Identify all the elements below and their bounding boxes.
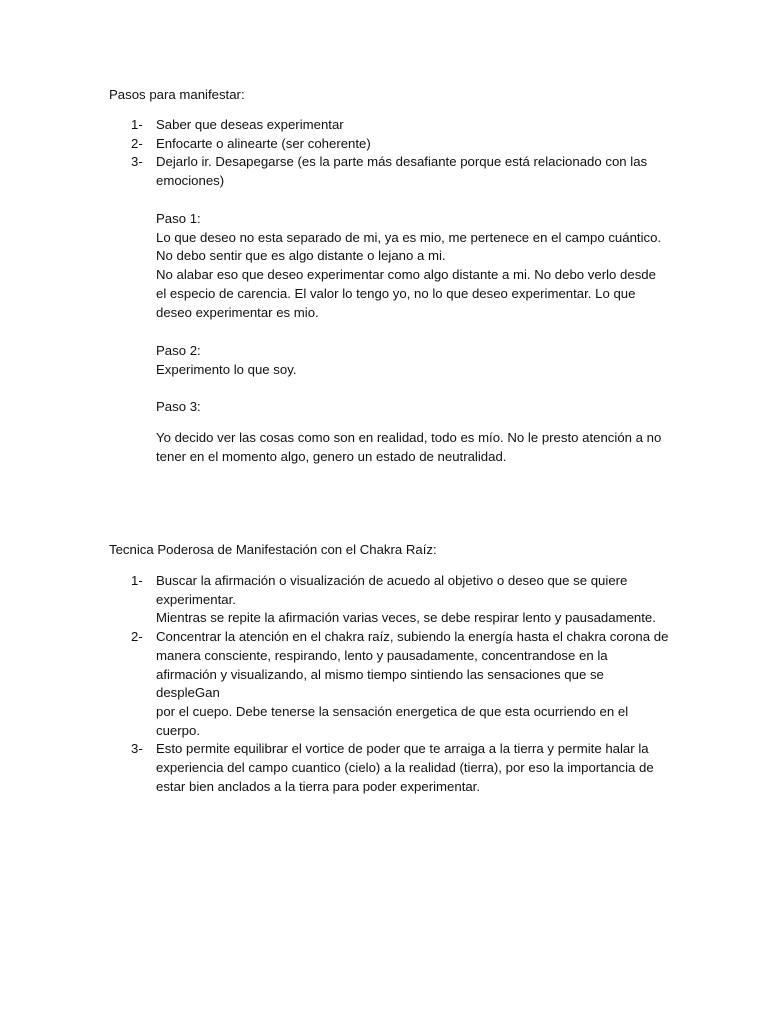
paso-text: Experimento lo que soy. — [156, 361, 297, 377]
paso-text: deseo experimentar es mio. — [156, 304, 319, 320]
steps-list — [109, 116, 669, 191]
paso-text: No alabar eso que deseo experimentar como algo distante a mi. No debo verlo desde — [156, 267, 656, 283]
list-text: por el cuepo. Debe tenerse la sensación energetica de que esta ocurriendo en el — [156, 703, 629, 719]
list-number: 1- — [131, 117, 143, 132]
paso-2-block — [156, 342, 666, 379]
paso-3-block — [156, 429, 666, 466]
list-number: 2- — [131, 135, 143, 151]
paso-title: Paso 2: — [156, 343, 201, 358]
list-item — [109, 116, 669, 135]
list-text: Esto permite equilibrar el vortice de poder que te arraiga a la tierra y permite halar la — [156, 741, 649, 757]
list-text: Enfocarte o alinearte (ser coherente) — [156, 135, 371, 151]
list-text: Saber que deseas experimentar — [156, 117, 344, 132]
list-text: Dejarlo ir. Desapegarse (es la parte más desafiante porque está relacionado con las — [156, 154, 648, 170]
list-item — [109, 628, 669, 740]
list-text: experimentar. — [156, 591, 236, 607]
list-item — [109, 740, 669, 796]
paso-text: No debo sentir que es algo distante o lejano a mi. — [156, 248, 446, 264]
list-number: 3- — [131, 741, 143, 757]
paso-3-title-block — [156, 398, 666, 417]
paso-title: Paso 3: — [156, 399, 201, 414]
list-text: estar bien anclados a la tierra para poder experimentar. — [156, 778, 481, 794]
list-text: Buscar la afirmación o visualización de acuedo al objetivo o deseo que se quiere — [156, 573, 628, 588]
paso-1-block — [156, 210, 666, 322]
list-text: manera consciente, respirando, lento y pausadamente, concentrandose en la — [156, 647, 608, 663]
list-text: experiencia del campo cuantico (cielo) a la realidad (tierra), por eso la importancia de — [156, 760, 654, 776]
list-text: emociones) — [156, 173, 225, 189]
paso-text: Yo decido ver las cosas como son en realidad, todo es mío. No le presto atención a no — [156, 430, 662, 445]
list-item — [109, 153, 669, 190]
list-item — [109, 572, 669, 628]
list-number: 3- — [131, 154, 143, 170]
paso-text: Lo que deseo no esta separado de mi, ya es mio, me pertenece en el campo cuántico. — [156, 229, 662, 245]
list-text: cuerpo. — [156, 722, 200, 738]
list-text: Mientras se repite la afirmación varias veces, se debe respirar lento y pausadamente. — [156, 610, 656, 626]
list-text: Concentrar la atención en el chakra raíz, subiendo la energía hasta el chakra corona de — [156, 629, 669, 645]
list-item — [109, 135, 669, 154]
list-number: 2- — [131, 629, 143, 645]
list-text: afirmación y visualizando, al mismo tiempo sintiendo las sensaciones que se despleGan — [156, 666, 604, 701]
list-number: 1- — [131, 573, 143, 588]
section-title-tecnica: Tecnica Poderosa de Manifestación con el Chakra Raíz: — [109, 542, 437, 557]
paso-title: Paso 1: — [156, 211, 201, 226]
paso-text: tener en el momento algo, genero un estado de neutralidad. — [156, 448, 507, 464]
paso-text: el especio de carencia. El valor lo tengo yo, no lo que deseo experimentar. Lo que — [156, 285, 636, 301]
section-title-pasos: Pasos para manifestar: — [109, 87, 245, 102]
technique-list — [109, 572, 669, 796]
